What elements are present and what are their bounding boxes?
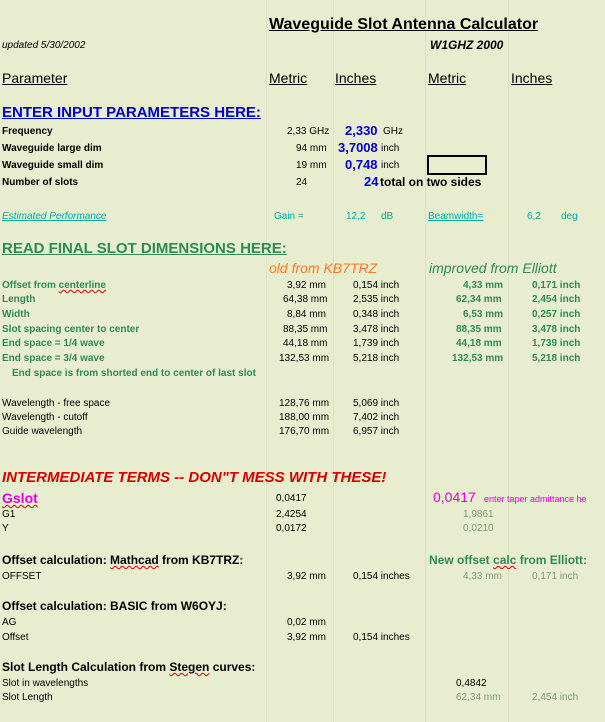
offset-metric: 3,92 mm <box>287 280 326 291</box>
column-divider <box>508 0 509 722</box>
wg-large-input[interactable]: 3,7008 <box>338 140 378 155</box>
spacing-inch-new: 3,478 inch <box>532 324 581 335</box>
gain-label: Gain = <box>274 211 304 222</box>
frequency-input[interactable]: 2,330 <box>345 123 378 138</box>
label-end-space-three-quarter: End space = 3/4 wave <box>2 353 105 364</box>
label-offset-basic-value: Offset <box>2 632 29 643</box>
improved-source-label: improved from Elliott <box>429 260 557 276</box>
wg-large-unit: inch <box>381 143 400 154</box>
section-final-heading: READ FINAL SLOT DIMENSIONS HERE: <box>2 240 287 257</box>
slots-metric: 24 <box>296 177 308 188</box>
slot-wavelengths-value: 0,4842 <box>456 678 487 689</box>
offset-mathcad-metric: 3,92 mm <box>287 571 326 582</box>
label-offset-mathcad-value: OFFSET <box>2 571 42 582</box>
label-slot-length-calc: Slot Length Calculation from Stegen curves: <box>2 660 256 674</box>
label-wl-free: Wavelength - free space <box>2 398 111 409</box>
slots-input[interactable]: 24 <box>364 174 379 189</box>
spacing-inch: 3,478 inch <box>353 324 400 335</box>
width-metric: 8,84 mm <box>287 309 326 320</box>
label-width: Width <box>2 309 30 320</box>
column-divider <box>425 0 426 722</box>
wl-guide-inch: 6,957 inch <box>353 426 400 437</box>
column-divider <box>266 0 267 722</box>
wg-small-input[interactable]: 0,748 <box>345 157 378 172</box>
gain-unit: dB <box>381 211 394 222</box>
wl-free-metric: 128,76 mm <box>279 398 330 409</box>
length-metric-new: 62,34 mm <box>456 294 502 305</box>
end-3q-inch: 5,218 inch <box>353 353 400 364</box>
gslot-value: 0,0417 <box>276 493 307 504</box>
label-wg-small: Waveguide small dim <box>2 160 104 171</box>
end-3q-inch-new: 5,218 inch <box>532 353 581 364</box>
offset-basic-metric: 3,92 mm <box>287 632 326 643</box>
gain-value: 12,2 <box>346 211 366 222</box>
label-g1: G1 <box>2 509 16 520</box>
section-input-heading: ENTER INPUT PARAMETERS HERE: <box>2 104 261 121</box>
slot-length-metric: 62,34 mm <box>456 692 501 703</box>
gslot-note: enter taper admittance he <box>484 494 587 504</box>
g1-new-value: 1,9861 <box>463 509 494 520</box>
label-offset-mathcad: Offset calculation: Mathcad from KB7TRZ: <box>2 553 244 567</box>
label-length: Length <box>2 294 36 305</box>
label-offset-basic: Offset calculation: BASIC from W6OYJ: <box>2 599 227 613</box>
width-inch-new: 0,257 inch <box>532 309 581 320</box>
wl-cutoff-metric: 188,00 mm <box>279 412 330 423</box>
end-3q-metric-new: 132,53 mm <box>452 353 504 364</box>
label-end-space-quarter: End space = 1/4 wave <box>2 338 105 349</box>
old-source-label: old from KB7TRZ <box>269 260 378 276</box>
offset-basic-inch: 0,154 inches <box>353 632 410 643</box>
slot-length-inch: 2,454 inch <box>532 692 579 703</box>
author-callsign: W1GHZ 2000 <box>430 38 504 52</box>
section-intermediate-heading: INTERMEDIATE TERMS -- DON"T MESS WITH THESE! <box>2 469 387 486</box>
ag-value: 0,02 mm <box>287 617 326 628</box>
length-metric: 64,38 mm <box>283 294 328 305</box>
label-offset: Offset from centerline <box>2 280 106 291</box>
spacing-metric: 88,35 mm <box>283 324 328 335</box>
end-quarter-inch: 1,739 inch <box>353 338 400 349</box>
updated-date: updated 5/30/2002 <box>2 40 86 51</box>
wl-free-inch: 5,069 inch <box>353 398 400 409</box>
beamwidth-value: 6,2 <box>527 211 541 222</box>
g1-value: 2,4254 <box>276 509 307 520</box>
length-inch-new: 2,454 inch <box>532 294 581 305</box>
y-new-value: 0,0210 <box>463 523 494 534</box>
label-wg-large: Waveguide large dim <box>2 143 102 154</box>
selected-cell[interactable] <box>427 155 487 175</box>
col-header-metric-2: Metric <box>428 70 467 86</box>
offset-inch: 0,154 inch <box>353 280 400 291</box>
page-title: Waveguide Slot Antenna Calculator <box>269 16 539 33</box>
label-slot-wavelengths: Slot in wavelengths <box>2 678 89 689</box>
length-inch: 2,535 inch <box>353 294 400 305</box>
wl-cutoff-inch: 7,402 inch <box>353 412 400 423</box>
beamwidth-label: Beamwidth= <box>428 211 484 222</box>
col-header-parameter: Parameter <box>2 70 68 86</box>
offset-metric-new: 4,33 mm <box>463 280 504 291</box>
label-ag: AG <box>2 617 17 628</box>
label-estimated-performance: Estimated Performance <box>2 211 107 222</box>
col-header-inches: Inches <box>335 70 377 86</box>
offset-mathcad-inch: 0,154 inches <box>353 571 410 582</box>
offset-elliott-inch: 0,171 inch <box>532 571 579 582</box>
slots-note: total on two sides <box>380 175 482 189</box>
width-metric-new: 6,53 mm <box>463 309 504 320</box>
label-gslot: Gslot <box>2 490 38 506</box>
end-quarter-metric: 44,18 mm <box>283 338 328 349</box>
end-space-note: End space is from shorted end to center of last slot <box>12 368 256 379</box>
gslot-new-value: 0,0417 <box>433 489 476 505</box>
y-value: 0,0172 <box>276 523 307 534</box>
spacing-metric-new: 88,35 mm <box>456 324 502 335</box>
end-quarter-metric-new: 44,18 mm <box>456 338 502 349</box>
width-inch: 0,348 inch <box>353 309 400 320</box>
frequency-metric: 2,33 GHz <box>287 126 330 137</box>
wg-small-unit: inch <box>381 160 400 171</box>
offset-inch-new: 0,171 inch <box>532 280 581 291</box>
wg-large-metric: 94 mm <box>296 143 327 154</box>
label-number-slots: Number of slots <box>2 177 79 188</box>
col-header-inches-2: Inches <box>511 70 553 86</box>
label-wl-guide: Guide wavelength <box>2 426 83 437</box>
col-header-metric: Metric <box>269 70 308 86</box>
wg-small-metric: 19 mm <box>296 160 327 171</box>
end-quarter-inch-new: 1,739 inch <box>532 338 581 349</box>
frequency-unit: GHz <box>383 126 403 137</box>
label-offset-elliott: New offset calc from Elliott: <box>429 553 588 567</box>
label-slot-spacing: Slot spacing center to center <box>2 324 140 335</box>
beamwidth-unit: deg <box>561 211 578 222</box>
offset-elliott-metric: 4,33 mm <box>463 571 502 582</box>
label-slot-length: Slot Length <box>2 692 53 703</box>
column-divider <box>333 0 334 722</box>
label-wl-cutoff: Wavelength - cutoff <box>2 412 88 423</box>
end-3q-metric: 132,53 mm <box>279 353 330 364</box>
wl-guide-metric: 176,70 mm <box>279 426 330 437</box>
label-frequency: Frequency <box>2 126 53 137</box>
label-y: Y <box>2 523 9 534</box>
